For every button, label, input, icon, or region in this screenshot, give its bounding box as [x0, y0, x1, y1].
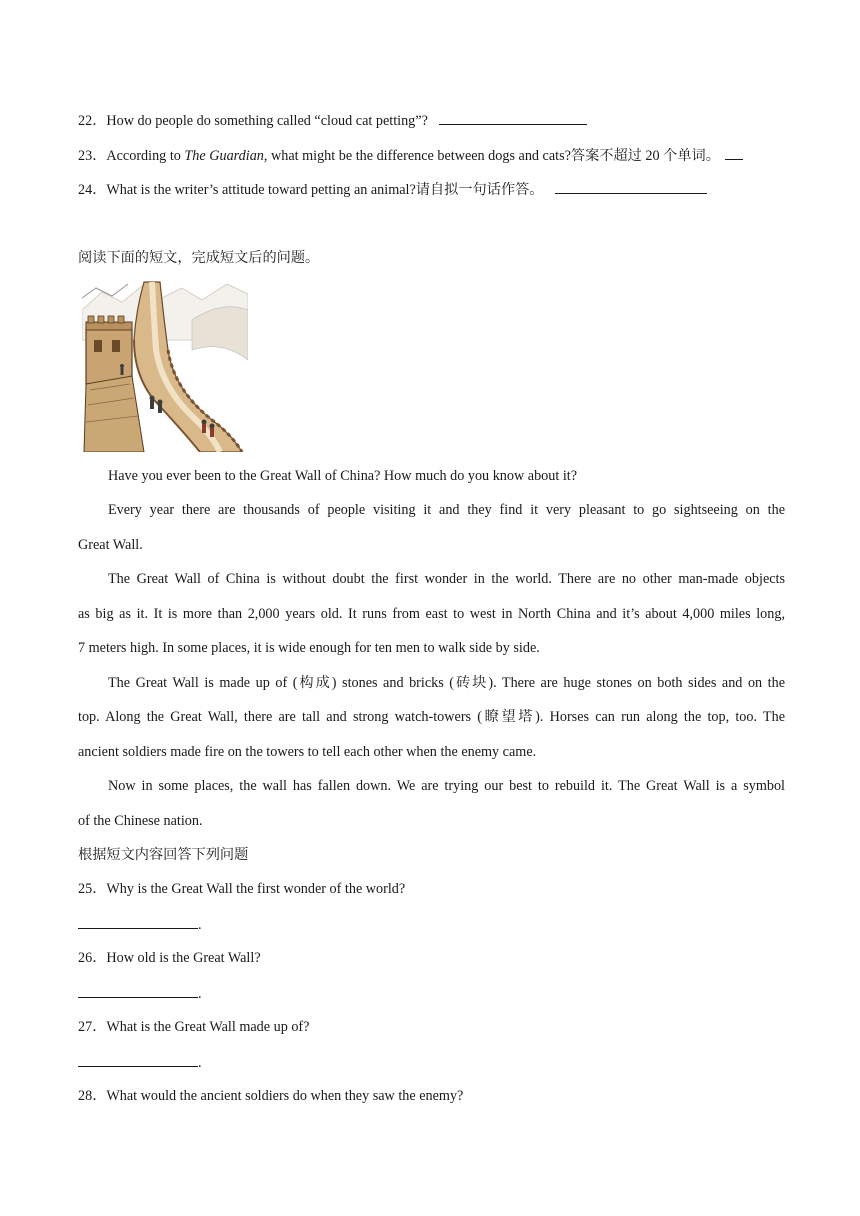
answer-blank[interactable]	[439, 110, 587, 125]
passage-paragraph-5-line-2: of the Chinese nation.	[78, 813, 203, 829]
question-26	[78, 948, 261, 968]
question-separator: ．	[92, 1088, 107, 1104]
question-separator: ．	[92, 148, 107, 164]
question-22	[78, 110, 587, 131]
question-text: How old is the Great Wall?	[106, 950, 261, 966]
answer-line-27	[78, 1052, 202, 1073]
great-wall-illustration	[82, 280, 248, 452]
passage-paragraph-2-line-2: Great Wall.	[78, 537, 143, 553]
answer-line-25	[78, 914, 202, 935]
question-separator: ．	[92, 881, 107, 897]
question-text-after: , what might be the difference between dogs and cats?答案不超过 20 个单词。	[263, 148, 720, 164]
answer-blank[interactable]	[78, 1052, 198, 1067]
question-28	[78, 1086, 463, 1106]
question-number: 27	[78, 1019, 93, 1035]
answer-period: .	[198, 917, 202, 933]
question-number: 25	[78, 881, 93, 897]
question-text: What is the Great Wall made up of?	[106, 1019, 310, 1035]
question-text-before: According to	[106, 148, 185, 164]
answer-period: .	[198, 1055, 202, 1071]
questions-instruction: 根据短文内容回答下列问题	[78, 847, 249, 863]
passage-paragraph-4-line-2: top. Along the Great Wall, there are tall and strong watch-towers (瞭望塔). Horses can run along the top, too. The	[78, 709, 785, 725]
question-25	[78, 879, 405, 899]
answer-blank[interactable]	[555, 179, 707, 194]
reading-instruction: 阅读下面的短文，完成短文后的问题。	[78, 250, 320, 266]
question-text: How do people do something called “cloud cat petting”?	[106, 113, 428, 129]
question-27	[78, 1017, 309, 1037]
publication-title: The Guardian	[184, 148, 264, 164]
answer-line-26	[78, 983, 202, 1004]
question-23	[78, 145, 743, 166]
question-text: What is the writer’s attitude toward petting an animal?请自拟一句话作答。	[106, 182, 544, 198]
question-24	[78, 179, 707, 200]
passage-paragraph-1: Have you ever been to the Great Wall of China? How much do you know about it?	[108, 468, 578, 484]
question-separator: ．	[92, 1019, 107, 1035]
question-separator: ．	[92, 950, 107, 966]
passage-paragraph-3-line-2: as big as it. It is more than 2,000 years old. It runs from east to west in North China and it’s about 4,000 miles long,	[78, 606, 785, 622]
question-number: 23	[78, 148, 93, 164]
passage-paragraph-5-line-1: Now in some places, the wall has fallen down. We are trying our best to rebuild it. The Great Wall is a symbol	[108, 778, 785, 794]
passage-paragraph-2-line-1: Every year there are thousands of people visiting it and they find it very pleasant to go sightseeing on the	[108, 502, 785, 518]
answer-period: .	[198, 986, 202, 1002]
passage-paragraph-3-line-3: 7 meters high. In some places, it is wide enough for ten men to walk side by side.	[78, 640, 540, 656]
question-separator: ．	[92, 182, 107, 198]
passage-paragraph-4-line-1: The Great Wall is made up of (构成) stones and bricks (砖块). There are huge stones on both sides and on the	[108, 675, 785, 691]
passage-paragraph-3-line-1: The Great Wall of China is without doubt the first wonder in the world. There are no other man-made objects	[108, 571, 785, 587]
question-text: What would the ancient soldiers do when they saw the enemy?	[106, 1088, 464, 1104]
question-number: 22	[78, 113, 93, 129]
question-number: 24	[78, 182, 93, 198]
question-number: 28	[78, 1088, 93, 1104]
question-separator: ．	[92, 113, 107, 129]
question-text: Why is the Great Wall the first wonder of the world?	[106, 881, 406, 897]
passage-paragraph-4-line-3: ancient soldiers made fire on the towers to tell each other when the enemy came.	[78, 744, 537, 760]
answer-blank[interactable]	[725, 145, 743, 160]
question-number: 26	[78, 950, 93, 966]
answer-blank[interactable]	[78, 914, 198, 929]
answer-blank[interactable]	[78, 983, 198, 998]
